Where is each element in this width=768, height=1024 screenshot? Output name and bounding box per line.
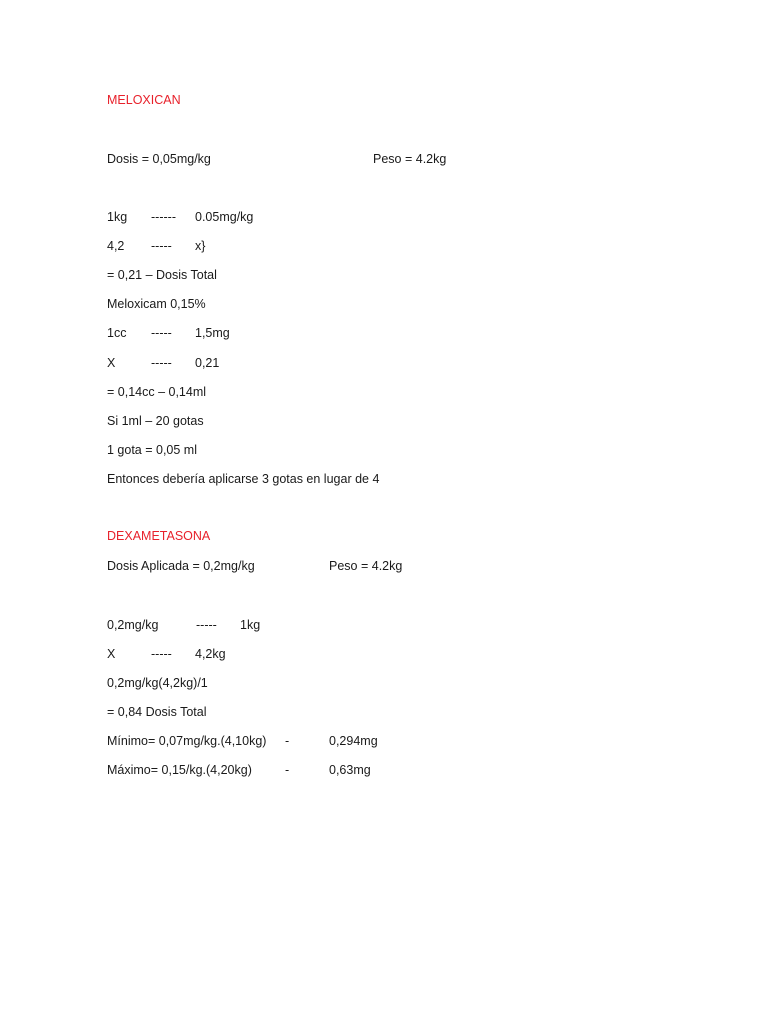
meloxican-rule2-a: 4,2 (107, 239, 125, 253)
meloxican-rule4-b: 0,21 (195, 356, 220, 370)
meloxican-rule3-sep: ----- (151, 326, 172, 340)
meloxican-drop-volume: 1 gota = 0,05 ml (107, 443, 197, 457)
meloxican-concentration: Meloxicam 0,15% (107, 297, 206, 311)
dexametasona-total: = 0,84 Dosis Total (107, 705, 207, 719)
dexametasona-weight: Peso = 4.2kg (329, 559, 403, 573)
dexametasona-heading: DEXAMETASONA (107, 529, 211, 543)
meloxican-rule1-sep: ------ (151, 210, 176, 224)
meloxican-total: = 0,21 – Dosis Total (107, 268, 217, 282)
meloxican-rule1-b: 0.05mg/kg (195, 210, 254, 224)
dexametasona-min-value: 0,294mg (329, 734, 378, 748)
dexametasona-rule1-sep: ----- (196, 618, 217, 632)
meloxican-weight: Peso = 4.2kg (373, 152, 447, 166)
dexametasona-dose: Dosis Aplicada = 0,2mg/kg (107, 559, 255, 573)
dexametasona-rule1-b: 1kg (240, 618, 261, 632)
dexametasona-rule2-a: X (107, 647, 116, 661)
meloxican-rule2-sep: ----- (151, 239, 172, 253)
meloxican-dose: Dosis = 0,05mg/kg (107, 152, 211, 166)
dexametasona-max-label: Máximo= 0,15/kg.(4,20kg) (107, 763, 252, 777)
meloxican-rule3-b: 1,5mg (195, 326, 230, 340)
meloxican-drops: Si 1ml – 20 gotas (107, 414, 204, 428)
dexametasona-min-label: Mínimo= 0,07mg/kg.(4,10kg) (107, 734, 267, 748)
meloxican-volume: = 0,14cc – 0,14ml (107, 385, 207, 399)
dexametasona-formula: 0,2mg/kg(4,2kg)/1 (107, 676, 208, 690)
meloxican-rule4-a: X (107, 356, 116, 370)
dexametasona-min-sep: - (285, 734, 290, 748)
dexametasona-rule2-sep: ----- (151, 647, 172, 661)
meloxican-rule1-a: 1kg (107, 210, 128, 224)
dexametasona-rule1-a: 0,2mg/kg (107, 618, 159, 632)
meloxican-conclusion: Entonces debería aplicarse 3 gotas en lugar de 4 (107, 472, 380, 486)
meloxican-rule4-sep: ----- (151, 356, 172, 370)
meloxican-rule3-a: 1cc (107, 326, 127, 340)
meloxican-rule2-b: x} (195, 239, 206, 253)
meloxican-heading: MELOXICAN (107, 93, 181, 107)
dexametasona-rule2-b: 4,2kg (195, 647, 226, 661)
dexametasona-max-value: 0,63mg (329, 763, 371, 777)
dexametasona-max-sep: - (285, 763, 290, 777)
